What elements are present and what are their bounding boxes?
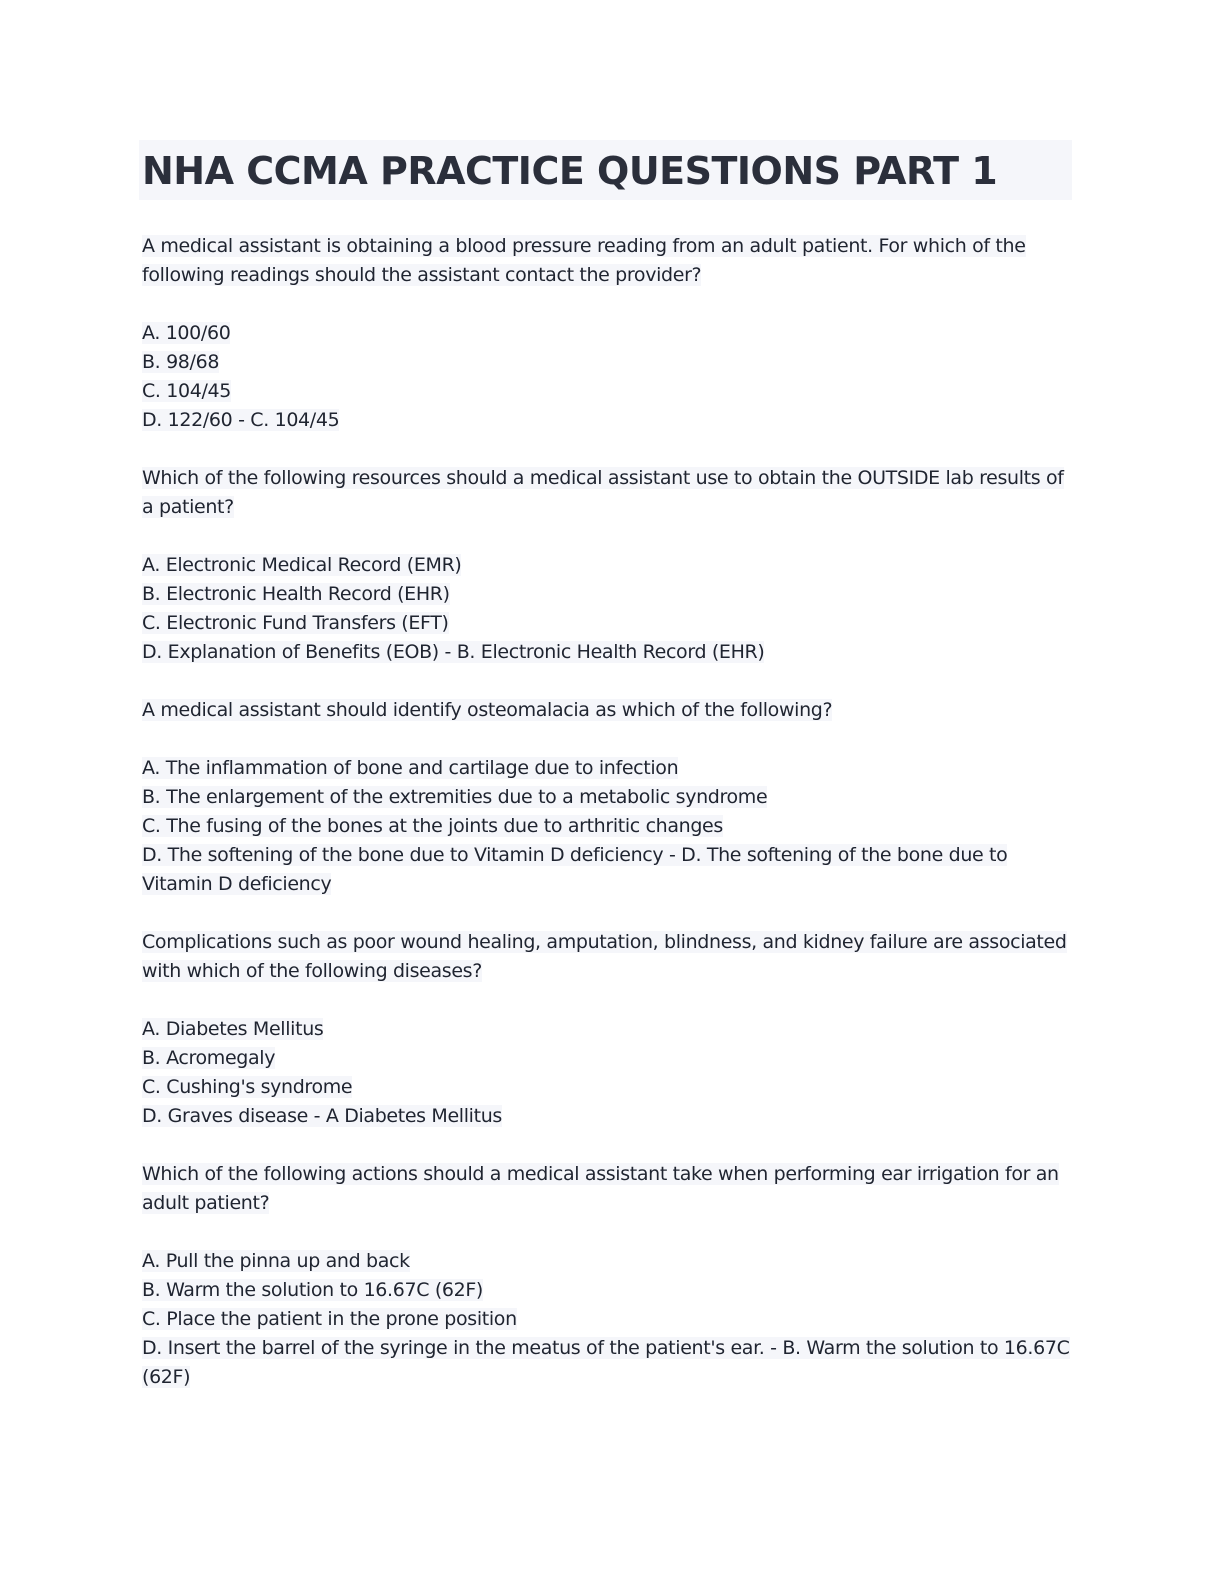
option-c: C. Cushing's syndrome [142,1076,353,1098]
options-list [142,1015,1072,1131]
options-list [142,1247,1072,1392]
option-c: C. 104/45 [142,380,232,402]
option-b: B. The enlargement of the extremities due to a metabolic syndrome [142,786,768,808]
option-c: C. Electronic Fund Transfers (EFT) [142,612,449,634]
option-b: B. Electronic Health Record (EHR) [142,583,450,605]
page-title: NHA CCMA PRACTICE QUESTIONS PART 1 [142,149,998,193]
question-text: Complications such as poor wound healing, amputation, blindness, and kidney failure are associated with which of the following diseases? [142,931,1067,982]
options-list [142,754,1072,899]
option-b: B. Warm the solution to 16.67C (62F) [142,1279,483,1301]
question-text: A medical assistant should identify osteomalacia as which of the following? [142,699,833,721]
question-block-2 [142,464,1072,667]
option-a: A. Pull the pinna up and back [142,1250,410,1272]
option-d-with-answer: D. Insert the barrel of the syringe in the meatus of the patient's ear. - B. Warm the solution to 16.67C (62F) [142,1337,1070,1388]
option-d-with-answer: D. 122/60 - C. 104/45 [142,409,340,431]
options-list [142,551,1072,667]
question-block-5 [142,1160,1072,1392]
question-text: Which of the following resources should a medical assistant use to obtain the OUTSIDE lab results of a patient? [142,467,1064,518]
question-block-1 [142,232,1072,435]
question-text: A medical assistant is obtaining a blood pressure reading from an adult patient. For which of the following readings should the assistant contact the provider? [142,235,1026,286]
option-d-with-answer: D. Graves disease - A Diabetes Mellitus [142,1105,502,1127]
question-text: Which of the following actions should a medical assistant take when performing ear irrigation for an adult patient? [142,1163,1059,1214]
option-a: A. The inflammation of bone and cartilage due to infection [142,757,679,779]
option-c: C. Place the patient in the prone position [142,1308,517,1330]
option-d-with-answer: D. The softening of the bone due to Vitamin D deficiency - D. The softening of the bone due to Vitamin D deficiency [142,844,1008,895]
option-a: A. Diabetes Mellitus [142,1018,324,1040]
option-a: A. Electronic Medical Record (EMR) [142,554,462,576]
option-c: C. The fusing of the bones at the joints due to arthritic changes [142,815,723,837]
option-d-with-answer: D. Explanation of Benefits (EOB) - B. Electronic Health Record (EHR) [142,641,765,663]
options-list [142,319,1072,435]
document-page [142,140,1072,1392]
option-b: B. 98/68 [142,351,220,373]
option-b: B. Acromegaly [142,1047,276,1069]
question-block-3 [142,696,1072,899]
question-block-4 [142,928,1072,1131]
option-a: A. 100/60 [142,322,231,344]
title-block [139,140,1072,200]
